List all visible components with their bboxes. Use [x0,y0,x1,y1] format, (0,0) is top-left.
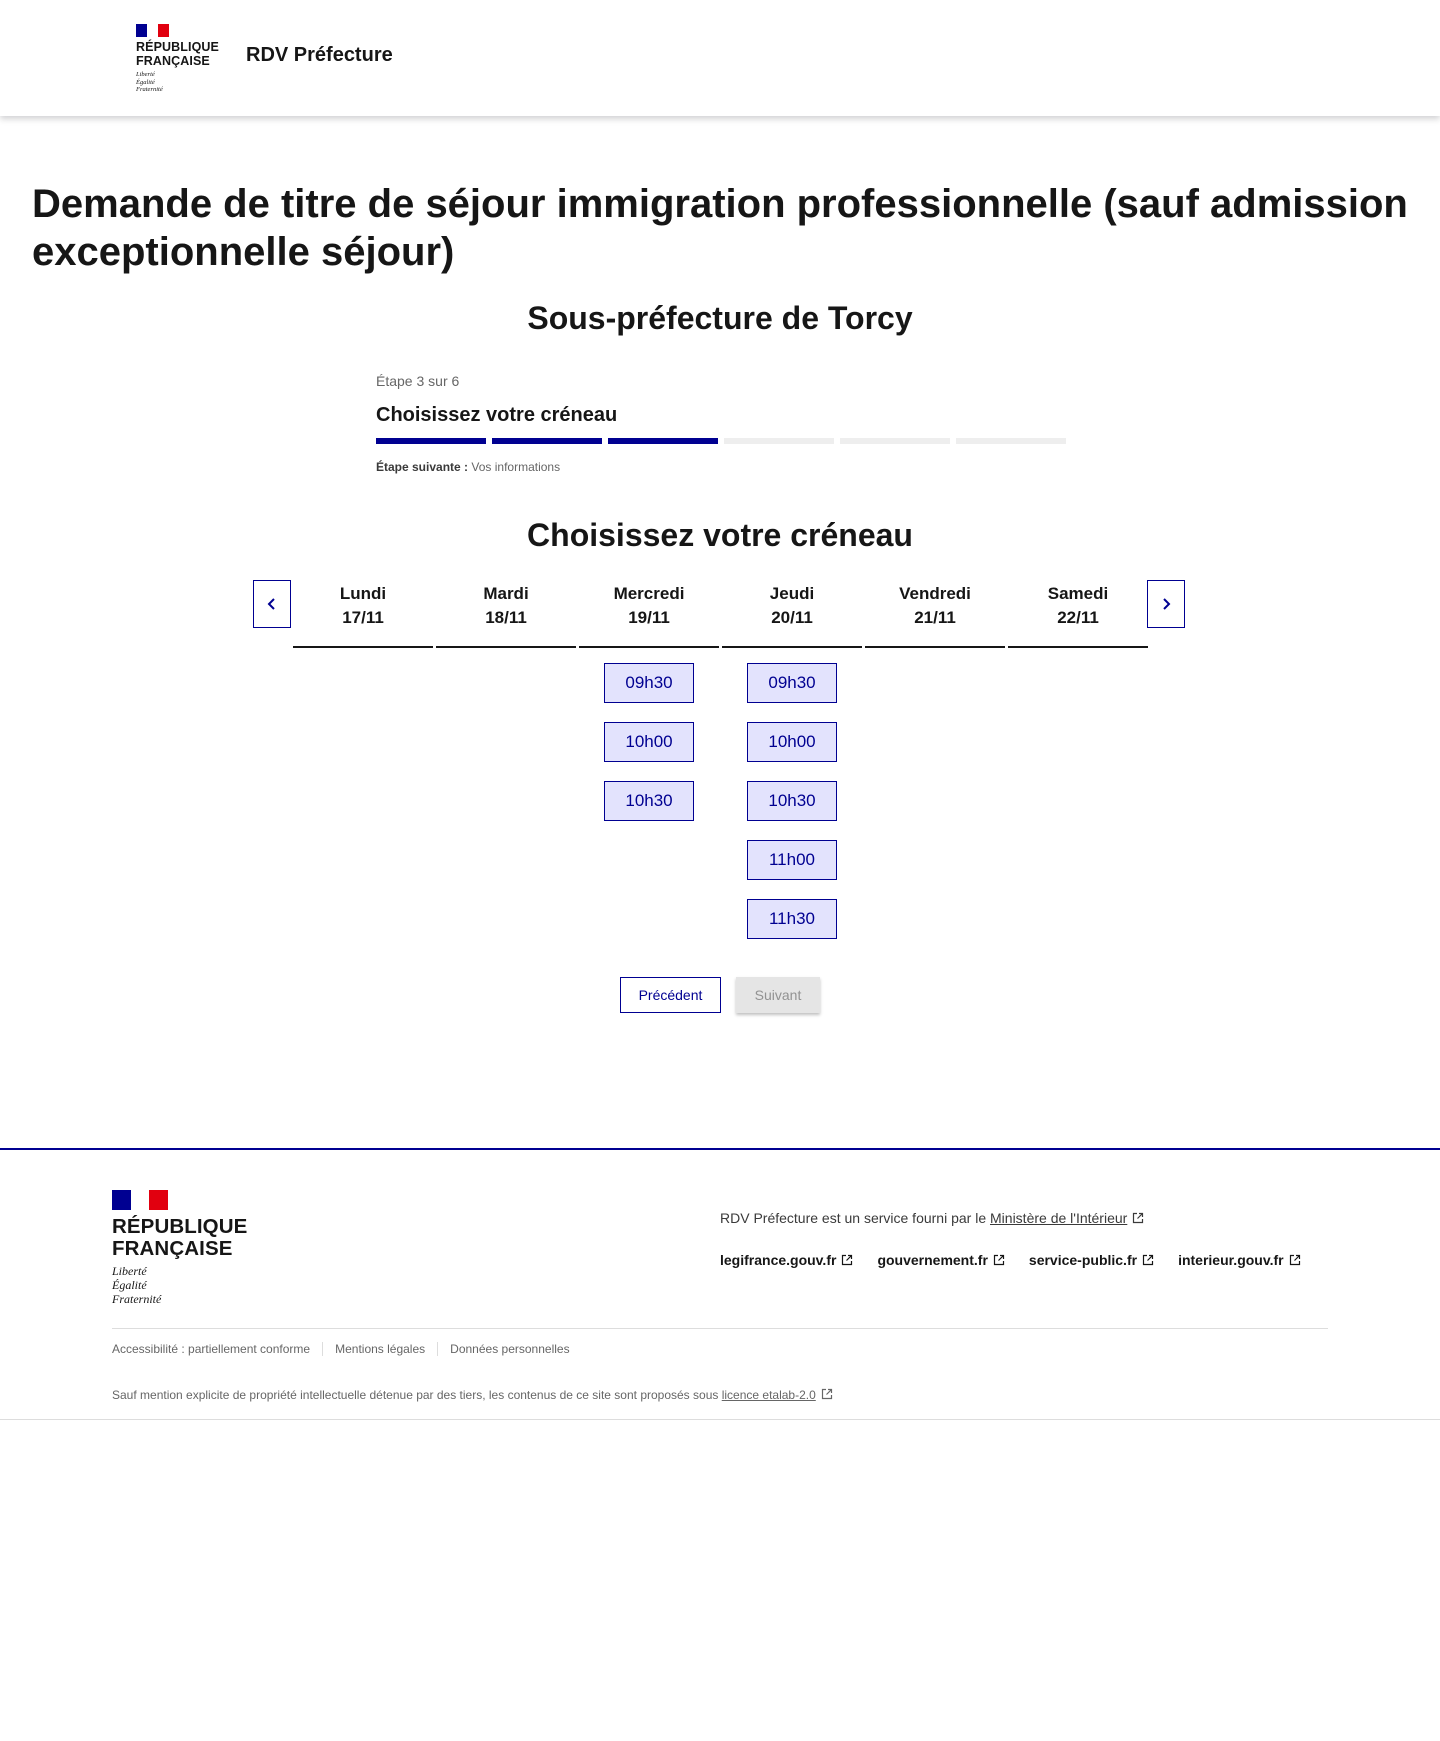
service-name[interactable]: RDV Préfecture [246,44,393,66]
footer-logo-motto: Liberté Égalité Fraternité [112,1264,162,1306]
footer-link-gouvernement[interactable]: gouvernement.fr [877,1252,1004,1268]
ministere-link[interactable]: Ministère de l'Intérieur [990,1210,1144,1226]
footer-logo-text: RÉPUBLIQUE FRANÇAISE [112,1215,248,1260]
footer-license: Sauf mention explicite de propriété intellectuelle détenue par des tiers, les contenus de ce site sont proposés sous licence etalab-2.0 [112,1388,833,1402]
external-link-icon [993,1254,1005,1266]
day-column [579,580,719,821]
day-date: 21/11 [914,608,956,627]
stepper-progress [376,438,1066,444]
stepper-next-label: Étape suivante : [376,460,469,474]
slot-list [722,663,862,939]
stepper [376,372,1066,475]
legal-notice-link[interactable]: Mentions légales [322,1342,437,1356]
day-header [865,580,1005,648]
stepper-segment [376,438,486,444]
stepper-title: Choisissez votre créneau [376,404,618,426]
external-link-icon [1132,1212,1144,1224]
day-header [436,580,576,648]
external-link-icon [1289,1254,1301,1266]
logo-text: RÉPUBLIQUE FRANÇAISE [136,40,219,68]
license-link[interactable]: licence etalab-2.0 [722,1388,833,1402]
day-header [722,580,862,648]
day-date: 20/11 [771,608,813,627]
stepper-next-step [376,459,1066,475]
day-name: Mardi [483,584,529,603]
stepper-segment [724,438,834,444]
day-name: Samedi [1047,584,1109,603]
footer-links [720,1252,1301,1268]
day-name: Vendredi [899,584,971,603]
previous-button[interactable]: Précédent [620,977,721,1013]
stepper-segment [840,438,950,444]
stepper-segment [956,438,1066,444]
footer-description: RDV Préfecture est un service fourni par le Ministère de l'Intérieur [720,1210,1144,1226]
time-slot-button[interactable]: 10h30 [604,781,694,821]
logo-motto: Liberté Égalité Fraternité [136,71,163,93]
marianne-flag-icon [136,24,169,37]
footer-logo[interactable] [112,1190,247,1306]
time-slot-button[interactable]: 09h30 [747,663,837,703]
day-name: Mercredi [613,584,685,603]
day-date: 22/11 [1057,608,1099,627]
day-name: Lundi [339,584,387,603]
time-slot-button[interactable]: 11h00 [747,840,837,880]
day-header [293,580,433,648]
footer-link-service-public[interactable]: service-public.fr [1029,1252,1154,1268]
prefecture-name: Sous-préfecture de Torcy [527,300,913,336]
day-column [722,580,862,939]
day-column [1008,580,1148,663]
day-date: 17/11 [342,608,384,627]
day-column [293,580,433,663]
site-footer [0,1148,1440,1420]
day-column [436,580,576,663]
stepper-segment [608,438,718,444]
stepper-next-value: Vos informations [471,460,561,474]
time-slot-button[interactable]: 11h30 [747,899,837,939]
day-date: 18/11 [485,608,527,627]
footer-link-legifrance[interactable]: legifrance.gouv.fr [720,1252,853,1268]
time-slot-button[interactable]: 10h00 [604,722,694,762]
footer-divider [112,1328,1328,1329]
site-header [0,0,1440,116]
time-slot-button[interactable]: 10h30 [747,781,837,821]
section-title: Choisissez votre créneau [527,517,913,553]
external-link-icon [841,1254,853,1266]
day-header [1008,580,1148,648]
external-link-icon [1142,1254,1154,1266]
time-slot-button[interactable]: 10h00 [747,722,837,762]
chevron-right-icon [1158,596,1174,612]
chevron-left-icon [264,596,280,612]
personal-data-link[interactable]: Données personnelles [437,1342,581,1356]
stepper-segment [492,438,602,444]
day-header [579,580,719,648]
slot-list [579,663,719,821]
next-button[interactable]: Suivant [736,977,820,1013]
stepper-state: Étape 3 sur 6 [376,373,460,389]
time-slot-button[interactable]: 09h30 [604,663,694,703]
republique-francaise-logo[interactable] [136,24,226,94]
next-week-button[interactable] [1147,580,1185,628]
external-link-icon [821,1388,833,1400]
footer-bottom-links [112,1342,582,1356]
accessibility-link[interactable]: Accessibilité : partiellement conforme [112,1342,311,1356]
previous-week-button[interactable] [253,580,291,628]
footer-link-interieur[interactable]: interieur.gouv.fr [1178,1252,1301,1268]
day-date: 19/11 [628,608,670,627]
page-title: Demande de titre de séjour immigration professionnelle (sauf admission exceptionnelle séjour) [32,182,1408,274]
marianne-flag-icon [112,1190,168,1210]
day-column [865,580,1005,663]
day-name: Jeudi [769,584,815,603]
